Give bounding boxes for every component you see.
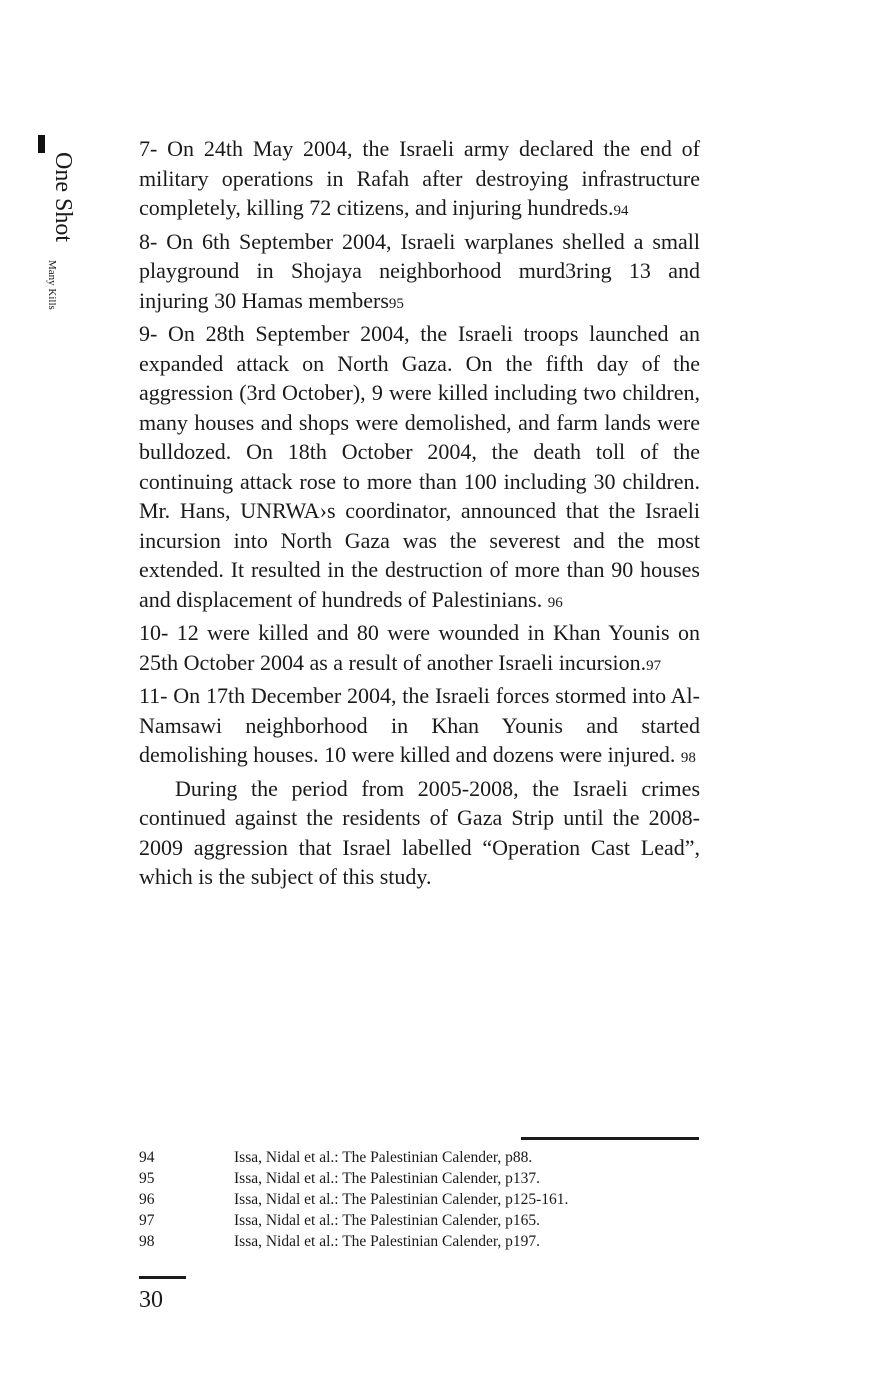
- footnote-separator: [521, 1137, 699, 1140]
- footnote-text: Issa, Nidal et al.: The Palestinian Calender, p125-161.: [234, 1191, 569, 1208]
- footnote-ref: 96: [547, 594, 563, 611]
- footnote-text: Issa, Nidal et al.: The Palestinian Calender, p88.: [234, 1149, 533, 1166]
- footnote-ref: 97: [646, 657, 662, 674]
- footnote-item: [139, 1231, 700, 1252]
- paragraph-text: During the period from 2005-2008, the Israeli crimes continued against the residents of Gaza Strip until the 2008-2009 aggression that Israel labelled “Operation Cast Lead”, which is the subject of this study.: [139, 775, 700, 889]
- paragraph-item-7: [139, 134, 700, 227]
- footnote-number: 97: [139, 1212, 155, 1229]
- footnote-number: 96: [139, 1191, 155, 1208]
- body-text: [139, 134, 700, 892]
- running-header-bar: [38, 135, 45, 153]
- footnotes: [139, 1147, 700, 1252]
- paragraph-item-10: [139, 618, 700, 681]
- paragraph-item-11: [139, 681, 700, 774]
- footnote-text: Issa, Nidal et al.: The Palestinian Calender, p165.: [234, 1212, 541, 1229]
- footnote-number: 98: [139, 1233, 155, 1250]
- running-header-title: One Shot: [50, 152, 76, 242]
- footnote-item: [139, 1147, 700, 1168]
- paragraph-text: 8- On 6th September 2004, Israeli warplanes shelled a small playground in Shojaya neighborhood murd3ring 13 and injuring 30 Hamas members: [139, 228, 700, 313]
- footnote-item: [139, 1210, 700, 1231]
- footnote-item: [139, 1168, 700, 1189]
- footnote-ref: 98: [680, 750, 696, 766]
- footnote-ref: 94: [613, 203, 629, 219]
- paragraph-item-8: [139, 227, 700, 320]
- footnote-number: 94: [139, 1149, 155, 1166]
- footnote-text: Issa, Nidal et al.: The Palestinian Calender, p137.: [234, 1170, 541, 1187]
- paragraph-text: 10- 12 were killed and 80 were wounded in Khan Younis on 25th October 2004 as a result of another Israeli incursion.: [139, 620, 700, 675]
- footnote-item: [139, 1189, 700, 1210]
- paragraph-conclusion: [139, 774, 700, 892]
- paragraph-text: 7- On 24th May 2004, the Israeli army declared the end of military operations in Rafah after destroying infrastructure completely, killing 72 citizens, and injuring hundreds.: [139, 136, 700, 220]
- page-number-rule: [139, 1276, 186, 1279]
- footnote-text: Issa, Nidal et al.: The Palestinian Calender, p197.: [234, 1233, 541, 1250]
- paragraph-text: 9- On 28th September 2004, the Israeli troops launched an expanded attack on North Gaza. On the fifth day of the aggression (3rd October), 9 were killed including two children, many houses and shops were demolished, and farm lands were bulldozed. On 18th October 2004, the death toll of the continuing attack rose to more than 100 including 30 children. Mr. Hans, UNRWA›s coordinator, announced that the Israeli incursion into North Gaza was the severest and the most extended. It resulted in the destruction of more than 90 houses and displacement of hundreds of Palestinians.: [139, 321, 700, 612]
- footnote-ref: 95: [388, 295, 404, 312]
- footnote-number: 95: [139, 1170, 155, 1187]
- page-number: 30: [139, 1287, 163, 1313]
- paragraph-text: 11- On 17th December 2004, the Israeli forces stormed into Al-Namsawi neighborhood in Khan Younis and started demolishing houses. 10 were killed and dozens were injured.: [139, 683, 700, 767]
- running-header-subtitle: Many Kills: [46, 260, 58, 310]
- paragraph-item-9: [139, 319, 700, 618]
